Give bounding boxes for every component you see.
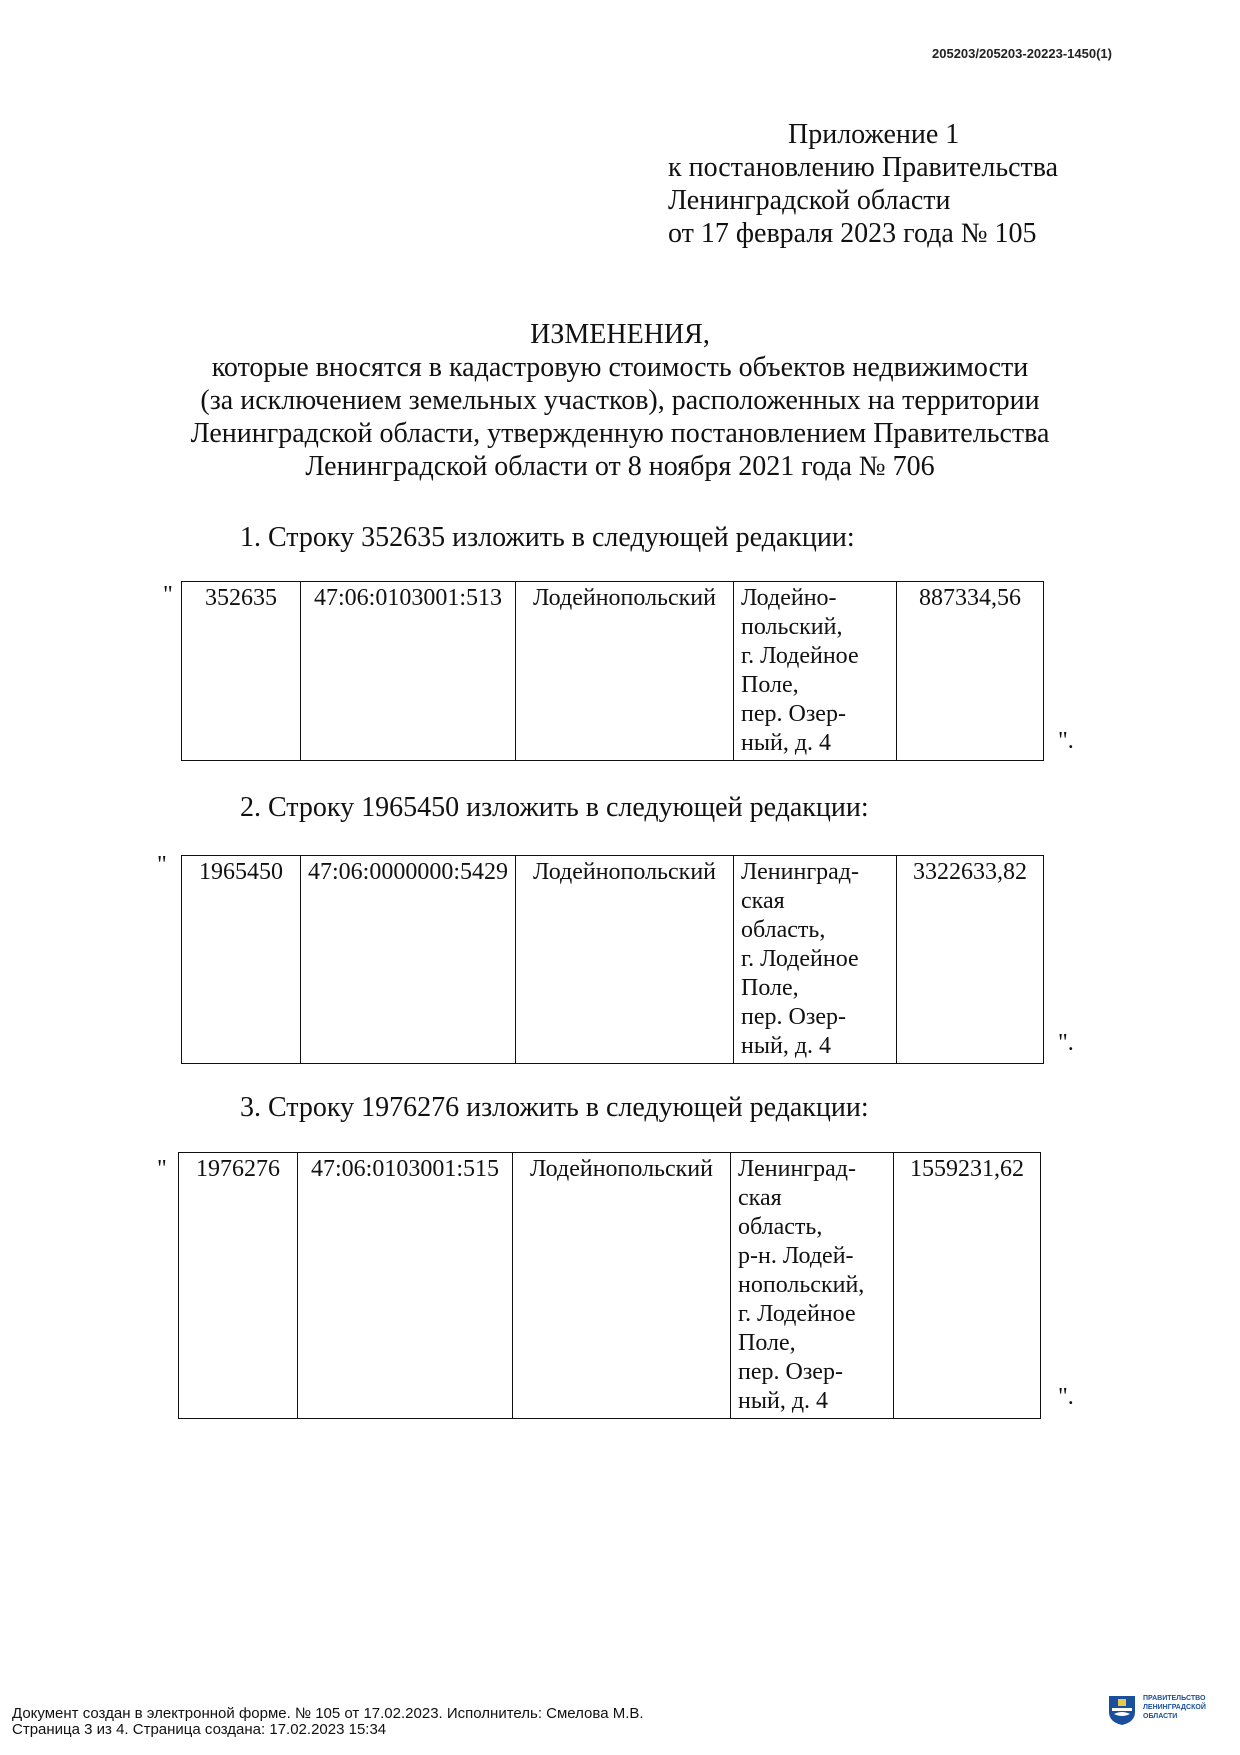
data-table xyxy=(181,855,1044,1064)
address-line: г. Лодейное xyxy=(741,946,859,972)
logo-text xyxy=(1143,1694,1206,1721)
table-row xyxy=(179,1153,1041,1419)
heading-line: Ленинградской области от 8 ноября 2021 года № 706 xyxy=(305,451,935,482)
address-line: Поле, xyxy=(738,1330,796,1356)
address-line: область, xyxy=(741,917,826,943)
address-line: Поле, xyxy=(741,672,799,698)
appendix-line: Ленинградской области xyxy=(668,185,951,216)
address-line: р-н. Лодей- xyxy=(738,1243,854,1269)
district-cell: Лодейнопольский xyxy=(516,582,734,761)
address-cell xyxy=(734,582,897,761)
open-quote: " xyxy=(157,1156,167,1182)
appendix-line: от 17 февраля 2023 года № 105 xyxy=(668,218,1037,249)
document-id: 205203/205203-20223-1450(1) xyxy=(932,46,1112,61)
district-cell: Лодейнопольский xyxy=(513,1153,731,1419)
address-line: польский, xyxy=(741,614,843,640)
open-quote: " xyxy=(157,852,167,878)
close-quote: ". xyxy=(1058,1384,1074,1410)
heading-title: ИЗМЕНЕНИЯ, xyxy=(530,319,710,350)
address-line: пер. Озер- xyxy=(741,1004,846,1030)
close-quote: ". xyxy=(1058,728,1074,754)
logo-text-line: ЛЕНИНГРАДСКОЙ xyxy=(1143,1704,1206,1711)
cadastral-value-cell: 3322633,82 xyxy=(897,856,1044,1064)
address-line: Лодейно- xyxy=(741,585,837,611)
heading-line: которые вносятся в кадастровую стоимость объектов недвижимости xyxy=(211,352,1029,383)
logo-text-line: ОБЛАСТИ xyxy=(1143,1713,1178,1720)
address-line: ный, д. 4 xyxy=(738,1388,829,1414)
address-line: область, xyxy=(738,1214,823,1240)
row-number-cell: 1976276 xyxy=(179,1153,298,1419)
item-title: 3. Строку 1976276 изложить в следующей редакции: xyxy=(240,1092,869,1123)
address-line: г. Лодейное xyxy=(738,1301,856,1327)
address-line: пер. Озер- xyxy=(738,1359,843,1385)
cadastral-value-cell: 887334,56 xyxy=(897,582,1044,761)
address-line: Поле, xyxy=(741,975,799,1001)
footer-line: Документ создан в электронной форме. № 105 от 17.02.2023. Исполнитель: Смелова М.В. xyxy=(12,1705,644,1722)
table-row xyxy=(182,856,1044,1064)
cadastral-value-cell: 1559231,62 xyxy=(894,1153,1041,1419)
open-quote: " xyxy=(163,582,173,608)
heading-line: Ленинградской области, утвержденную постановлением Правительства xyxy=(190,418,1050,449)
address-cell xyxy=(734,856,897,1064)
close-quote: ". xyxy=(1058,1030,1074,1056)
address-line: пер. Озер- xyxy=(741,701,846,727)
data-table xyxy=(178,1152,1041,1419)
leningrad-region-emblem-icon xyxy=(1107,1694,1137,1726)
appendix-block xyxy=(668,118,1058,250)
footer-line: Страница 3 из 4. Страница создана: 17.02.2023 15:34 xyxy=(12,1721,387,1738)
logo-text-line: ПРАВИТЕЛЬСТВО xyxy=(1143,1695,1206,1702)
address-line: Ленинград- xyxy=(741,859,860,885)
table-row xyxy=(182,582,1044,761)
row-number-cell: 352635 xyxy=(182,582,301,761)
address-cell xyxy=(731,1153,894,1419)
cadastral-number-cell: 47:06:0000000:5429 xyxy=(301,856,516,1064)
heading-line: (за исключением земельных участков), расположенных на территории xyxy=(200,385,1040,416)
appendix-line: к постановлению Правительства xyxy=(668,152,1059,183)
address-line: ская xyxy=(738,1185,782,1211)
address-line: Ленинград- xyxy=(738,1156,856,1182)
district-cell: Лодейнопольский xyxy=(516,856,734,1064)
address-line: г. Лодейное xyxy=(741,643,859,669)
item-title: 2. Строку 1965450 изложить в следующей редакции: xyxy=(240,792,869,823)
document-heading xyxy=(0,318,1240,483)
cadastral-number-cell: 47:06:0103001:513 xyxy=(301,582,516,761)
data-table xyxy=(181,581,1044,761)
address-line: ный, д. 4 xyxy=(741,730,832,756)
address-line: нопольский, xyxy=(738,1272,865,1298)
cadastral-number-cell: 47:06:0103001:515 xyxy=(298,1153,513,1419)
row-number-cell: 1965450 xyxy=(182,856,301,1064)
address-line: ный, д. 4 xyxy=(741,1033,832,1059)
government-logo xyxy=(1107,1690,1227,1730)
address-line: ская xyxy=(741,888,785,914)
appendix-line: Приложение 1 xyxy=(788,119,960,150)
item-title: 1. Строку 352635 изложить в следующей редакции: xyxy=(240,522,855,553)
